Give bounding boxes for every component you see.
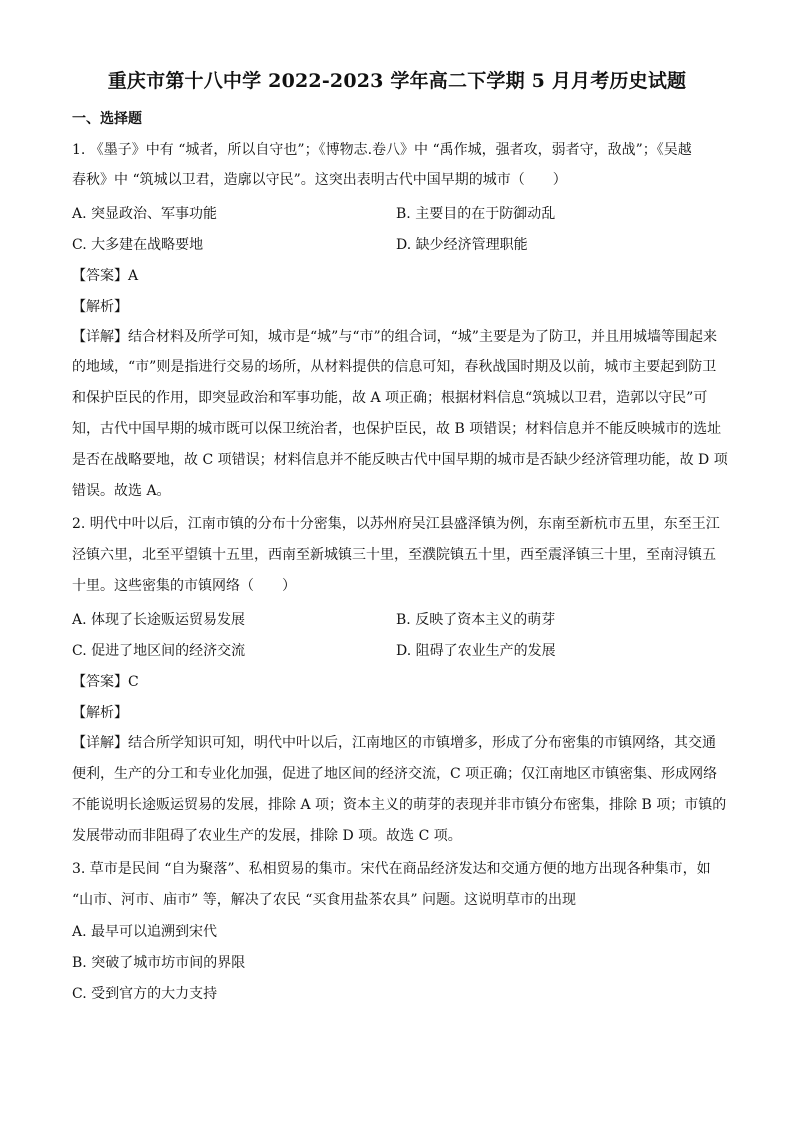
q3-option-b: B. 突破了城市坊市间的界限 [72, 955, 246, 971]
q1-option-b: B. 主要目的在于防御动乱 [396, 206, 556, 222]
q1-answer: 【答案】A [72, 268, 139, 284]
q1-detail-line-6: 错误。故选 A。 [72, 483, 171, 499]
q1-option-a: A. 突显政治、军事功能 [72, 206, 218, 222]
q1-detail-line-2: 的地域，“市”则是指进行交易的场所，从材料提供的信息可知，春秋战国时期及以前，城市主要起到防卫 [72, 359, 717, 375]
q3-stem-line-1: 3. 草市是民间 “自为聚落”、私相贸易的集市。宋代在商品经济发达和交通方便的地方出现各种集市，如 [72, 861, 711, 877]
section-heading: 一、选择题 [72, 111, 142, 127]
q1-detail-line-1: 【详解】结合材料及所学可知，城市是“城”与“市”的组合词，“城”主要是为了防卫，并且用城墙等围起来 [72, 329, 717, 345]
q2-analysis-label: 【解析】 [72, 705, 128, 721]
q1-detail-line-3: 和保护臣民的作用，即突显政治和军事功能，故 A 项正确；根据材料信息“筑城以卫君，造郭以守民”可 [72, 390, 708, 406]
q2-stem-line-1: 2. 明代中叶以后，江南市镇的分布十分密集，以苏州府吴江县盛泽镇为例，东南至新杭市五里，东至王江 [72, 516, 720, 532]
q1-detail-line-5: 是否在战略要地，故 C 项错误；材料信息并不能反映古代中国早期的城市是否缺少经济管理功能，故 D 项 [72, 452, 728, 468]
q1-stem-line-1: 1. 《墨子》中有 “城者，所以自守也”；《博物志.卷八》中 “禹作城，强者攻，弱者守，敌战”；《吴越 [72, 142, 692, 158]
q2-option-b: B. 反映了资本主义的萌芽 [396, 612, 556, 628]
q1-detail-line-4: 知，古代中国早期的城市既可以保卫统治者，也保护臣民，故 B 项错误；材料信息并不能反映城市的选址 [72, 421, 722, 437]
q2-option-d: D. 阻碍了农业生产的发展 [396, 643, 556, 659]
q1-option-d: D. 缺少经济管理职能 [396, 237, 528, 253]
q2-detail-line-4: 发展带动而非阻碍了农业生产的发展，排除 D 项。故选 C 项。 [72, 828, 462, 844]
q1-stem-line-2: 春秋》中 “筑城以卫君，造廓以守民”。这突出表明古代中国早期的城市（ ） [72, 172, 567, 188]
q2-detail-line-2: 便利，生产的分工和专业化加强，促进了地区间的经济交流，C 项正确；仅江南地区市镇密集、形成网络 [72, 766, 718, 782]
q2-detail-line-1: 【详解】结合所学知识可知，明代中叶以后，江南地区的市镇增多，形成了分布密集的市镇网络，其交通 [72, 735, 716, 751]
q1-analysis-label: 【解析】 [72, 299, 128, 315]
q2-option-a: A. 体现了长途贩运贸易发展 [72, 612, 246, 628]
q3-option-c: C. 受到官方的大力支持 [72, 986, 218, 1002]
q2-detail-line-3: 不能说明长途贩运贸易的发展，排除 A 项；资本主义的萌芽的表现并非市镇分布密集，排除 B 项；市镇的 [72, 797, 727, 813]
q2-stem-line-3: 十里。这些密集的市镇网络（ ） [72, 578, 296, 594]
page-title: 重庆市第十八中学 2022-2023 学年高二下学期 5 月月考历史试题 [107, 70, 687, 92]
q2-option-c: C. 促进了地区间的经济交流 [72, 643, 246, 659]
q2-answer: 【答案】C [72, 674, 139, 690]
q3-stem-line-2: “山市、河市、庙市” 等，解决了农民 “买食用盐茶农具” 问题。这说明草市的出现 [72, 892, 576, 908]
q2-stem-line-2: 泾镇六里，北至平望镇十五里，西南至新城镇三十里，至濮院镇五十里，西至震泽镇三十里，至南浔镇五 [72, 547, 716, 563]
q1-option-c: C. 大多建在战略要地 [72, 237, 204, 253]
q3-option-a: A. 最早可以追溯到宋代 [72, 924, 218, 940]
